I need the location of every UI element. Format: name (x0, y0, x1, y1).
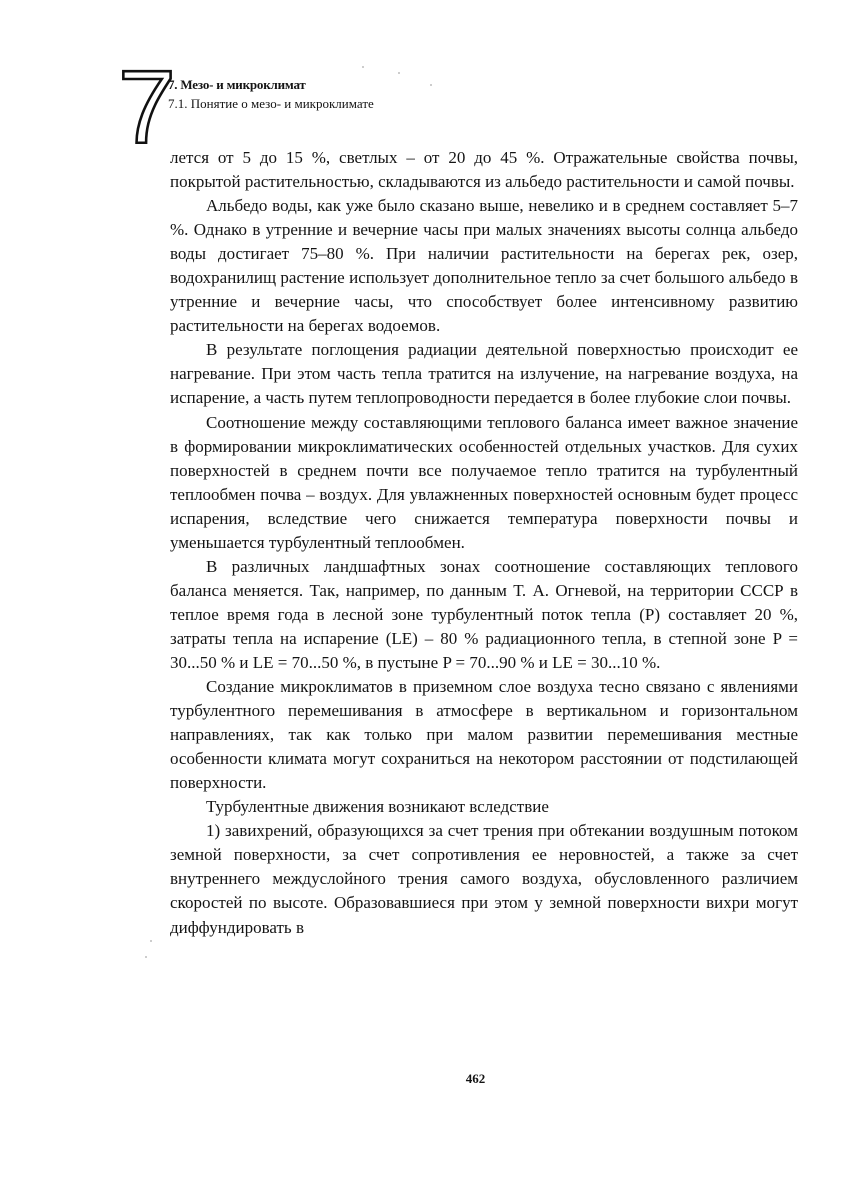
body-text (170, 146, 798, 940)
paragraph: Создание микроклиматов в приземном слое воздуха тесно связано с явлениями турбулентного перемешивания в атмосфере в вертикальном и горизонтальном направлениях, так как только при малом развитии перемешивания местные особенности климата могут сохраниться на некотором расстоянии от подстилающей поверхности. (170, 677, 798, 793)
page-number: 462 (465, 1071, 486, 1086)
section-title: 7.1. Понятие о мезо- и микроклимате (168, 96, 374, 111)
paragraph: Турбулентные движения возникают вследствие (206, 797, 549, 817)
chapter-number: 7 (118, 50, 176, 166)
paragraph-continuation: лется от 5 до 15 %, светлых – от 20 до 45 %. Отражательные свойства почвы, покрытой растительностью, складываются из альбедо растительности и самой почвы. (170, 148, 798, 192)
paragraph: Альбедо воды, как уже было сказано выше, невелико и в среднем составляет 5–7 %. Однако в утренние и вечерние часы при малых значениях высоты солнца альбедо воды достигает 75–80 %. При наличии растительности на берегах рек, озер, водохранилищ растение использует дополнительное тепло за счет большого альбедо в утренние и вечерние часы, что способствует более интенсивному развитию растительности на берегах водоемов. (170, 196, 798, 336)
scan-speck (150, 940, 152, 942)
paragraph: В результате поглощения радиации деятельной поверхностью происходит ее нагревание. При этом часть тепла тратится на излучение, на нагревание воздуха, на испарение, а часть путем теплопроводности передается в более глубокие слои почвы. (170, 340, 798, 408)
scan-speck (145, 956, 147, 958)
scan-speck (398, 72, 400, 74)
list-item: 1) завихрений, образующихся за счет трения при обтекании воздушным потоком земной поверхности, за счет сопротивления ее неровностей, а также за счет внутреннего междуслойного трения самого воздуха, обусловленного различием скоростей по высоте. Образовавшиеся при этом у земной поверхности вихри могут диффундировать в (170, 821, 798, 937)
scan-speck (430, 84, 432, 86)
scan-speck (362, 66, 364, 68)
chapter-title: 7. Мезо- и микроклимат (168, 77, 306, 92)
paragraph: Соотношение между составляющими теплового баланса имеет важное значение в формировании микроклиматических особенностей отдельных участков. Для сухих поверхностей в среднем почти все получаемое тепло тратится на турбулентный теплообмен почва – воздух. Для увлажненных поверхностей основным будет процесс испарения, вследствие чего снижается температура поверхности почвы и уменьшается турбулентный теплообмен. (170, 412, 798, 552)
paragraph: В различных ландшафтных зонах соотношение составляющих теплового баланса меняется. Так, например, по данным Т. А. Огневой, на территории СССР в теплое время года в лесной зоне турбулентный поток тепла (P) составляет 20 %, затраты тепла на испарение (LE) – 80 % радиационного тепла, в степной зоне P = 30...50 % и LE = 70...50 %, в пустыне P = 70...90 % и LE = 30...10 %. (170, 556, 798, 672)
